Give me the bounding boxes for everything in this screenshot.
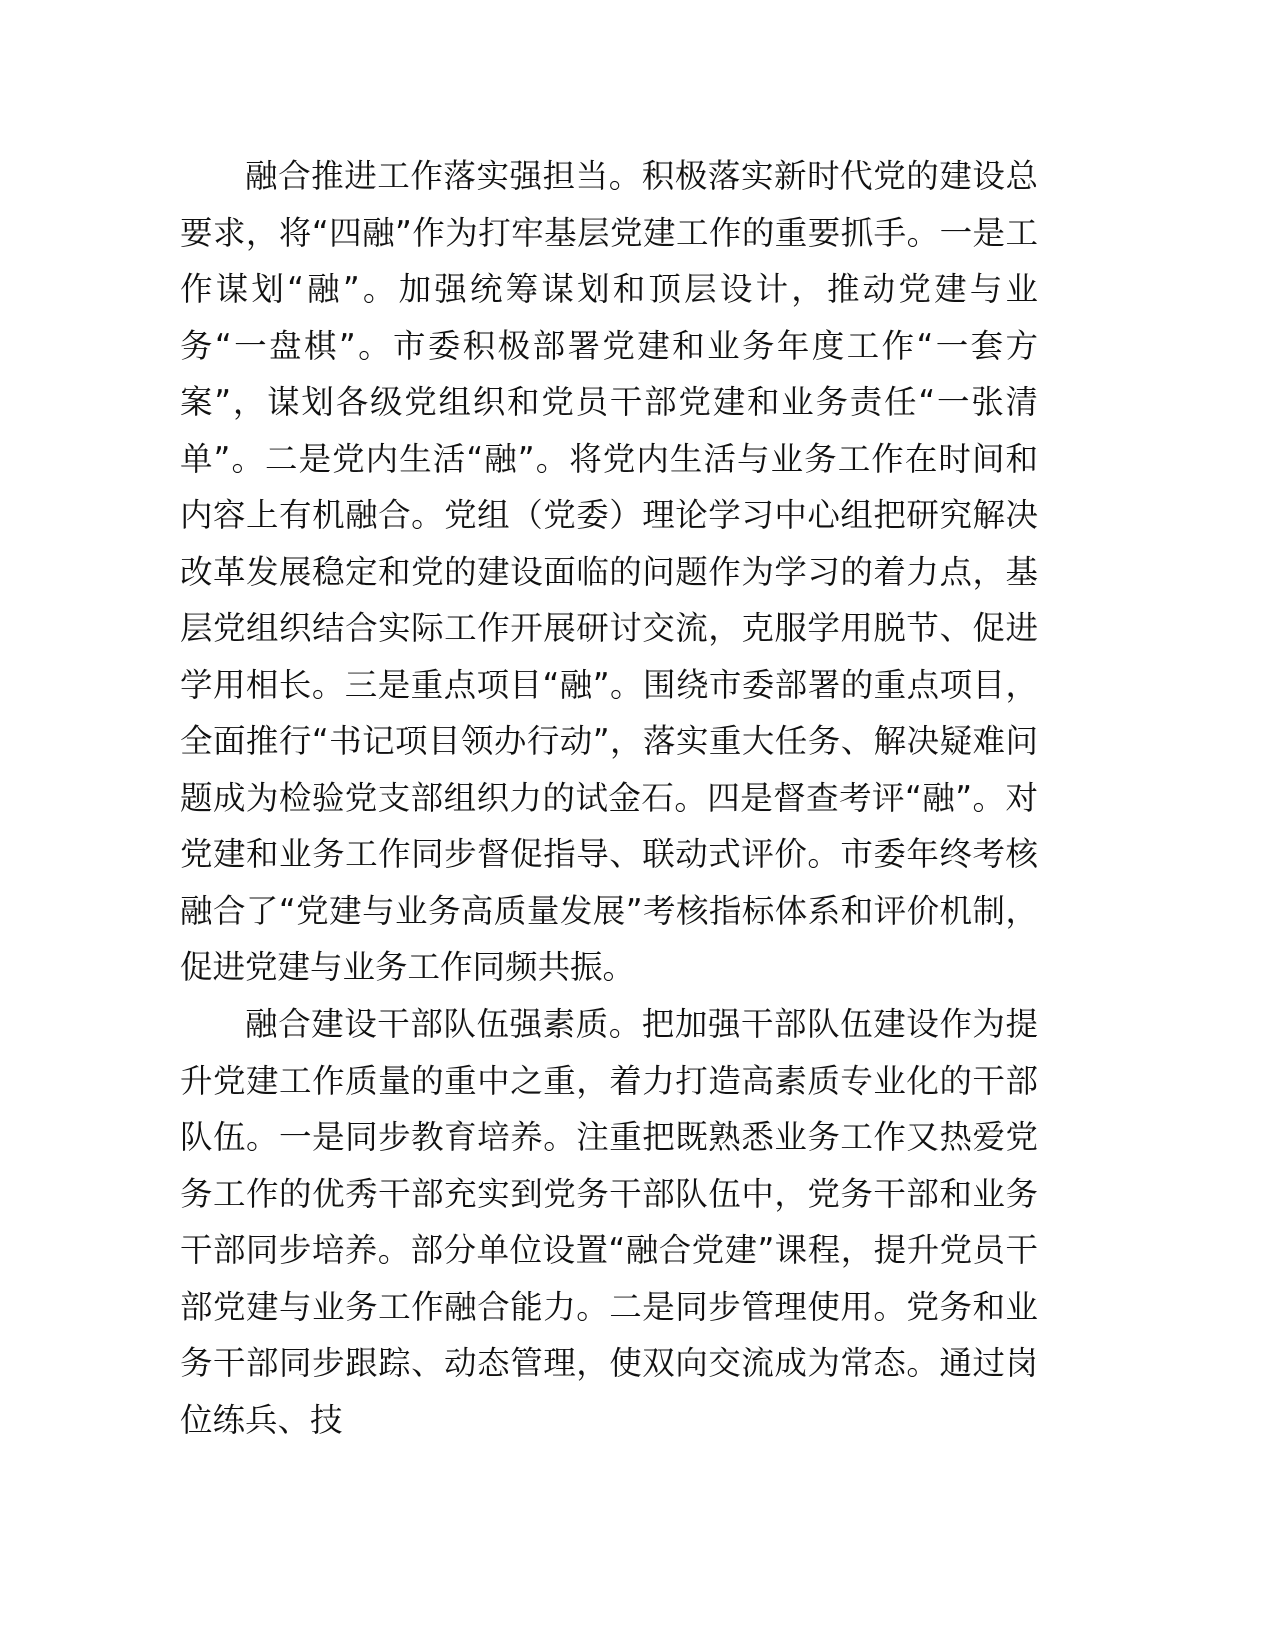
paragraph-text: 融合推进工作落实强担当。积极落实新时代党的建设总要求，将“四融”作为打牢基层党建工作的重要抓手。一是工作谋划“融”。加强统筹谋划和顶层设计，推动党建与业务“一盘棋”。市委积极部署党建和业务年度工作“一套方案”，谋划各级党组织和党员干部党建和业务责任“一张清单”。二是党内生活“融”。将党内生活与业务工作在时间和内容上有机融合。党组（党委）理论学习中心组把研究解决改革发展稳定和党的建设面临的问题作为学习的着力点，基层党组织结合实际工作开展研讨交流，克服学用脱节、促进学用相长。三是重点项目“融”。围绕市委部署的重点项目，全面推行“书记项目领办行动”，落实重大任务、解决疑难问题成为检验党支部组织力的试金石。四是督查考评“融”。对党建和业务工作同步督促指导、联动式评价。市委年终考核融合了“党建与业务高质量发展”考核指标体系和评价机制，促进党建与业务工作同频共振。 [180,157,1038,986]
paragraph-cadre-team [180,996,1038,1448]
paragraph-text: 融合建设干部队伍强素质。把加强干部队伍建设作为提升党建工作质量的重中之重，着力打造高素质专业化的干部队伍。一是同步教育培养。注重把既熟悉业务工作又热爱党务工作的优秀干部充实到党务干部队伍中，党务干部和业务干部同步培养。部分单位设置“融合党建”课程，提升党员干部党建与业务工作融合能力。二是同步管理使用。党务和业务干部同步跟踪、动态管理，使双向交流成为常态。通过岗位练兵、技 [180,1005,1038,1439]
paragraph-integration-work [180,148,1038,996]
